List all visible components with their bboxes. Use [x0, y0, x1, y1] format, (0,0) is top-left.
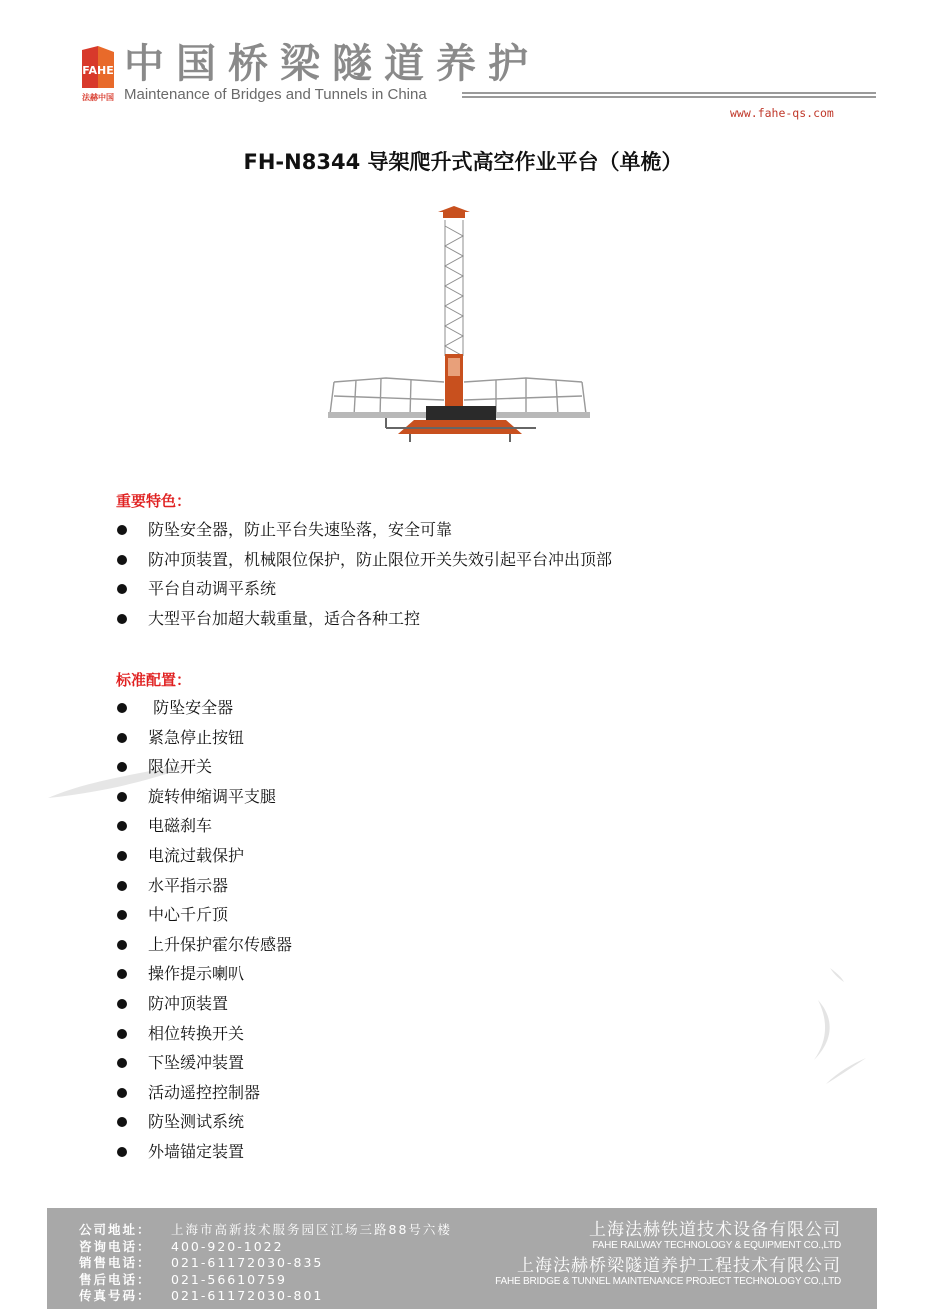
bullet-icon — [117, 1058, 127, 1068]
footer-contacts — [79, 1222, 452, 1305]
fahe-logo-icon — [78, 44, 118, 106]
contact-inquiry-phone: 咨询电话： 400-920-1022 — [79, 1238, 284, 1254]
list-item: 下坠缓冲装置 — [116, 1048, 292, 1078]
bullet-icon — [117, 614, 127, 624]
website-link[interactable]: www.fahe-qs.com — [730, 106, 834, 120]
bullet-icon — [117, 703, 127, 713]
list-item: 中心千斤顶 — [116, 900, 292, 930]
list-item: 大型平台加超大载重量，适合各种工控 — [116, 604, 612, 634]
bullet-icon — [117, 792, 127, 802]
config-list — [116, 693, 292, 1167]
brand-name-cn: 中国桥梁隧道养护 — [124, 41, 540, 87]
list-item: 活动遥控控制器 — [116, 1078, 292, 1108]
list-item: 防坠安全器 — [116, 693, 292, 723]
watermark-brush-stroke — [808, 960, 868, 1090]
list-item: 防坠安全器，防止平台失速坠落，安全可靠 — [116, 515, 612, 545]
mast-climbing-work-platform-image — [326, 206, 592, 446]
bullet-icon — [117, 584, 127, 594]
bullet-icon — [117, 881, 127, 891]
bullet-icon — [117, 733, 127, 743]
bullet-icon — [117, 555, 127, 565]
contact-address: 公司地址： 上海市高新技术服务园区江场三路88号六楼 — [79, 1222, 452, 1237]
bullet-icon — [117, 1147, 127, 1157]
contact-fax: 传真号码： 021-61172030-801 — [79, 1288, 324, 1303]
bullet-icon — [117, 940, 127, 950]
features-heading: 重要特色： — [116, 492, 192, 510]
bullet-icon — [117, 910, 127, 920]
list-item: 相位转换开关 — [116, 1019, 292, 1049]
bullet-icon — [117, 525, 127, 535]
bullet-icon — [117, 1117, 127, 1127]
list-item: 防冲顶装置，机械限位保护，防止限位开关失效引起平台冲出顶部 — [116, 545, 612, 575]
features-list — [116, 515, 612, 633]
bullet-icon — [117, 821, 127, 831]
footer — [47, 1208, 877, 1309]
list-item: 上升保护霍尔传感器 — [116, 930, 292, 960]
list-item: 电磁刹车 — [116, 811, 292, 841]
brand-name-en: Maintenance of Bridges and Tunnels in China — [124, 86, 427, 103]
list-item: 紧急停止按钮 — [116, 723, 292, 753]
company-bridge-tunnel: 上海法赫桥梁隧道养护工程技术有限公司 FAHE BRIDGE & TUNNEL MAINTENANCE PROJECT TECHNOLOGY CO.,LTD — [495, 1256, 841, 1287]
logo-text: FAHE — [82, 64, 114, 77]
bullet-icon — [117, 1088, 127, 1098]
list-item: 电流过载保护 — [116, 841, 292, 871]
list-item: 操作提示喇叭 — [116, 959, 292, 989]
contact-sales-phone: 销售电话： 021-61172030-835 — [79, 1255, 324, 1270]
bullet-icon — [117, 969, 127, 979]
list-item: 防冲顶装置 — [116, 989, 292, 1019]
bullet-icon — [117, 999, 127, 1009]
bullet-icon — [117, 1029, 127, 1039]
header-divider — [462, 92, 876, 100]
logo-subtext: 法赫中国 — [82, 93, 114, 102]
list-item: 防坠测试系统 — [116, 1107, 292, 1137]
company-railway: 上海法赫铁道技术设备有限公司 FAHE RAILWAY TECHNOLOGY & EQUIPMENT CO.,LTD — [589, 1220, 841, 1251]
list-item: 水平指示器 — [116, 871, 292, 901]
list-item: 限位开关 — [116, 752, 292, 782]
list-item: 外墙锚定装置 — [116, 1137, 292, 1167]
contact-service-phone: 售后电话： 021-56610759 — [79, 1271, 287, 1287]
config-heading: 标准配置： — [116, 671, 192, 689]
list-item: 旋转伸缩调平支腿 — [116, 782, 292, 812]
bullet-icon — [117, 762, 127, 772]
bullet-icon — [117, 851, 127, 861]
page-title: FH-N8344 导架爬升式高空作业平台（单桅） — [243, 150, 683, 174]
list-item: 平台自动调平系统 — [116, 574, 612, 604]
